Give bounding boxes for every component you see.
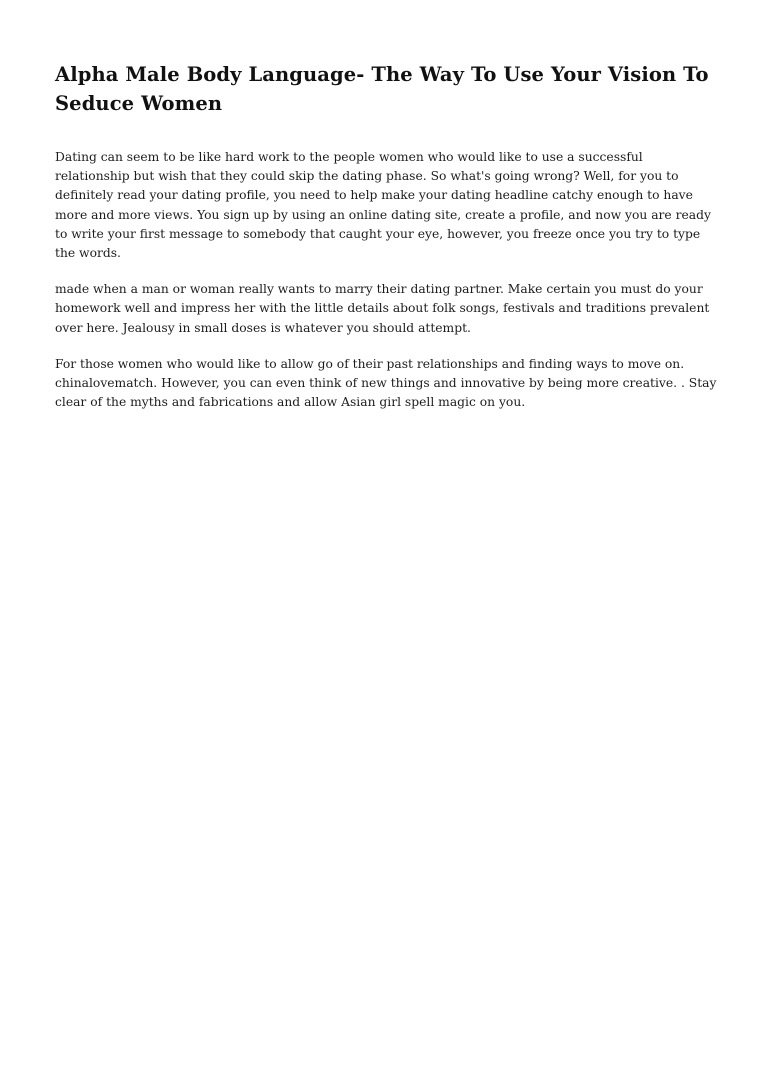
paragraph-1: Dating can seem to be like hard work to the people women who would like to use a successful relationship but wish that they could skip the dating phase. So what's going wrong? Well, for you to definitely read your dating profile, you need to help make your dating headline catchy enough to have more and more views. You sign up by using an online dating site, create a profile, and now you are ready to write your first message to somebody that caught your eye, however, you freeze once you try to type the words. xyxy=(55,150,711,261)
paragraph-3: For those women who would like to allow go of their past relationships and finding ways to move on. chinalovematch. However, you can even think of new things and innovative by being more creative. . Stay clear of the myths and fabrications and allow Asian girl spell magic on you. xyxy=(55,356,717,410)
document-title: Alpha Male Body Language- The Way To Use Your Vision To Seduce Women xyxy=(55,63,709,115)
document-page xyxy=(55,60,720,429)
paragraph-2: made when a man or woman really wants to marry their dating partner. Make certain you must do your homework well and impress her with the little details about folk songs, festivals and traditions prevalent over here. Jealousy in small doses is whatever you should attempt. xyxy=(55,282,710,335)
